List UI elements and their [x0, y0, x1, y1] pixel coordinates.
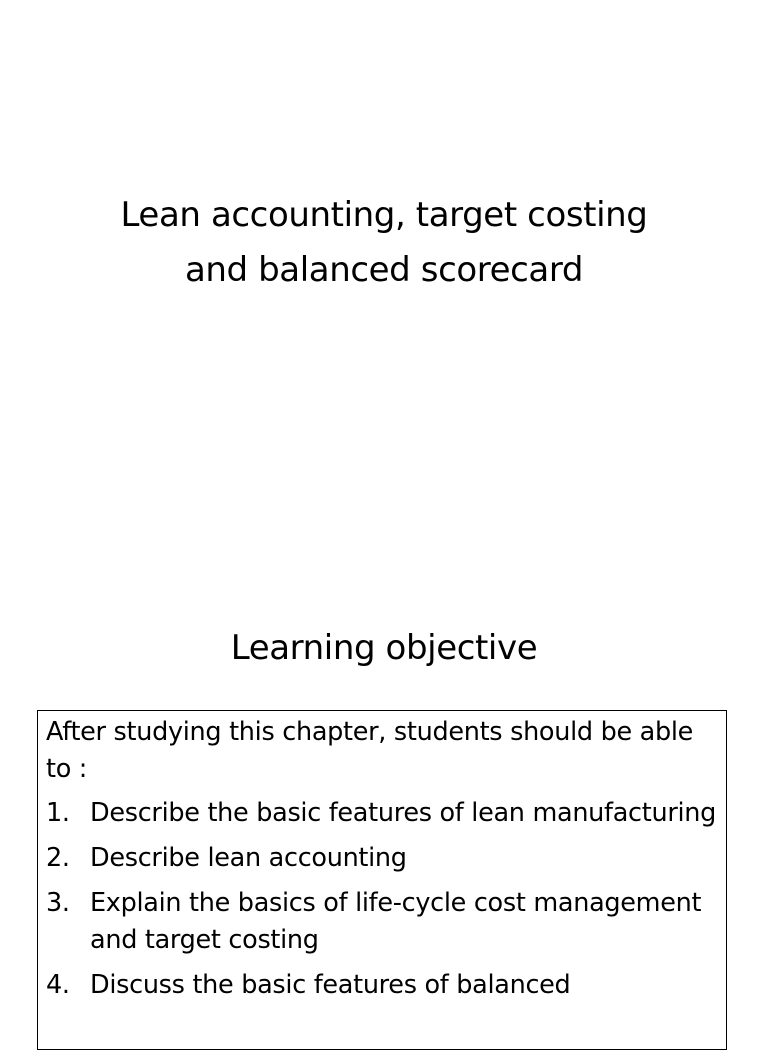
objective-item — [46, 795, 718, 832]
objective-number: 4. — [46, 970, 70, 1000]
objective-list — [46, 795, 718, 1004]
learning-objective-heading: Learning objective — [230, 628, 538, 668]
objective-text: Discuss the basic features of balanced — [90, 970, 571, 1000]
objective-number: 1. — [46, 798, 70, 828]
objective-intro: After studying this chapter, students should be able to : — [46, 717, 694, 784]
slide-title-line-2: and balanced scorecard — [184, 250, 584, 290]
objective-text: Describe the basic features of lean manufacturing — [90, 798, 717, 828]
learning-objective-box — [37, 710, 727, 1050]
objective-text: Explain the basics of life-cycle cost management and target costing — [90, 888, 702, 955]
objective-item — [46, 967, 718, 1004]
objective-number: 3. — [46, 888, 70, 918]
slide-title — [0, 188, 768, 298]
objective-item — [46, 885, 718, 959]
objective-item — [46, 840, 718, 877]
objective-text: Describe lean accounting — [90, 843, 407, 873]
objective-number: 2. — [46, 843, 70, 873]
slide-title-line-1: Lean accounting, target costing — [120, 195, 648, 235]
